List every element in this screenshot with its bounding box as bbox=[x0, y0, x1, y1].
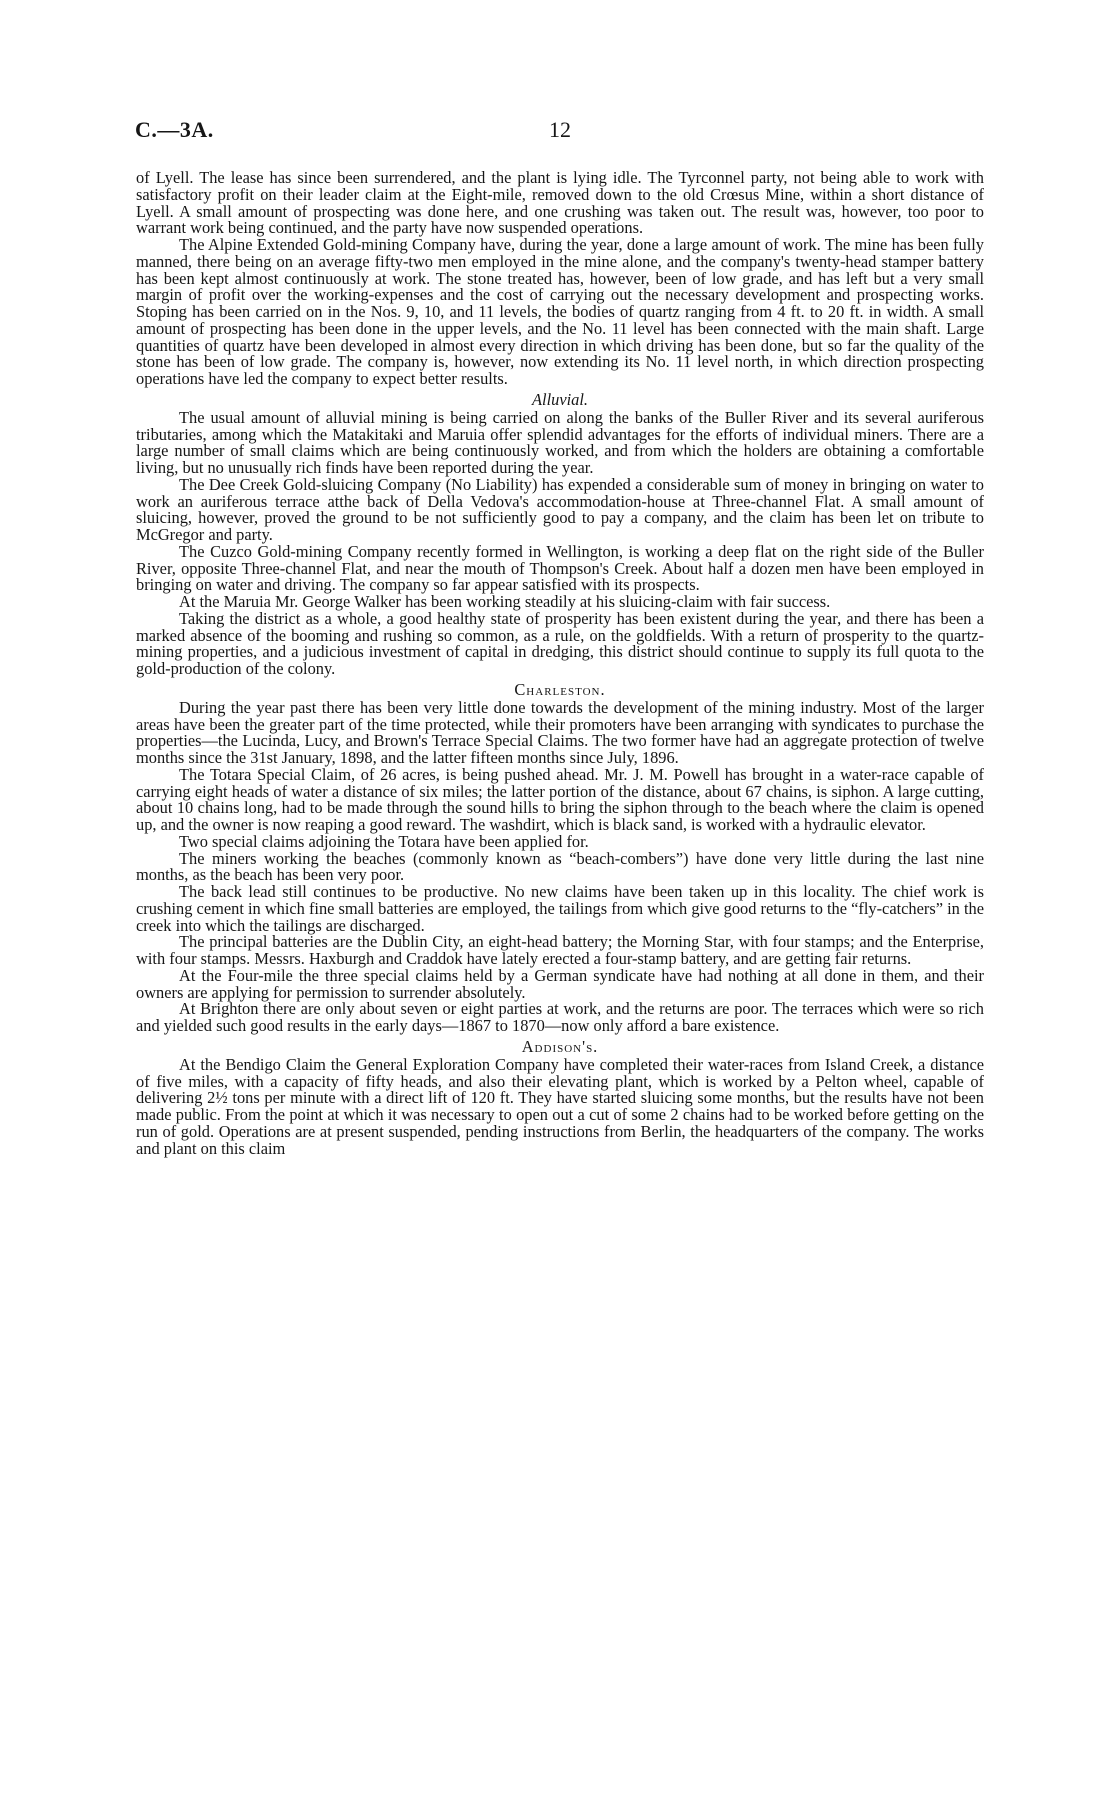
page-number: 12 bbox=[549, 117, 571, 142]
section-heading: Charleston. bbox=[514, 679, 606, 699]
body-paragraph: The Alpine Extended Gold-mining Company have, during the year, done a large amount of work. The mine has been fully manned, there being on an average fifty-two men employed in the mine alone, and the company's twenty-head stamper battery has been kept almost continuously at work. The stone treated has, however, been of low grade, and has left but a very small margin of profit over the working-expenses and the cost of carrying out the necessary development and prospecting works. Stoping has been carried on in the Nos. 9, 10, and 11 levels, the bodies of quartz ranging from 4 ft. to 20 ft. in width. A small amount of prospecting has been done in the upper levels, and the No. 11 level has been connected with the main shaft. Large quantities of quartz have been developed in almost every direction in which driving has been done, but so far the quality of the stone has been of low grade. The company is, however, now extending its No. 11 level north, in which direction prospecting operations have led the company to expect better results. bbox=[136, 235, 984, 388]
body-paragraph: The back lead still continues to be productive. No new claims have been taken up in this locality. The chief work is crushing cement in which fine small batteries are employed, the tailings from which give good returns to the “fly-catchers” in the creek into which the tailings are discharged. bbox=[136, 882, 984, 935]
body-paragraph: At the Maruia Mr. George Walker has been working steadily at his sluicing-claim with fair success. bbox=[179, 592, 831, 611]
body-paragraph: The principal batteries are the Dublin City, an eight-head battery; the Morning Star, with four stamps; and the Enterprise, with four stamps. Messrs. Haxburgh and Craddok have lately erected a four-stamp battery, and are getting fair returns. bbox=[136, 932, 984, 968]
document-body bbox=[136, 170, 984, 1157]
body-paragraph: The usual amount of alluvial mining is being carried on along the banks of the Buller River and its several auriferous tributaries, among which the Matakitaki and Maruia offer splendid advantages for the efforts of individual miners. There are a large number of small claims which are being continuously worked, and from which the holders are obtaining a comfortable living, but no unusually rich finds have been reported during the year. bbox=[136, 407, 984, 477]
body-paragraph: The Dee Creek Gold-sluicing Company (No Liability) has expended a considerable sum of money in bringing on water to work an auriferous terrace atthe back of Della Vedova's accommodation-house at Three-channel Flat. A small amount of sluicing, however, proved the ground to be not sufficiently good to pay a company, and the claim has been let on tribute to McGregor and party. bbox=[136, 474, 984, 544]
body-paragraph: The Totara Special Claim, of 26 acres, is being pushed ahead. Mr. J. M. Powell has brought in a water-race capable of carrying eight heads of water a distance of six miles; the latter portion of the distance, about 67 chains, is siphon. A large cutting, about 10 chains long, had to be made through the sound hills to bring the siphon through to the beach where the claim is opened up, and the owner is now reaping a good reward. The washdirt, which is black sand, is worked with a hydraulic elevator. bbox=[136, 764, 984, 834]
section-heading: Alluvial. bbox=[532, 389, 588, 409]
body-paragraph: Taking the district as a whole, a good healthy state of prosperity has been existent during the year, and there has been a marked absence of the booming and rushing so common, as a rule, on the goldfields. With a return of prosperity to the quartz-mining properties, and a judicious investment of capital in dredging, this district should continue to supply its full quota to the gold-production of the colony. bbox=[136, 608, 984, 678]
body-paragraph: of Lyell. The lease has since been surrendered, and the plant is lying idle. The Tyrconnel party, not being able to work with satisfactory profit on their leader claim at the Eight-mile, removed down to the old Crœsus Mine, within a short distance of Lyell. A small amount of prospecting was done here, and one crushing was taken out. The result was, however, too poor to warrant work being continued, and the party have now suspended operations. bbox=[136, 168, 984, 238]
section-heading: Addison's. bbox=[521, 1036, 599, 1056]
body-paragraph: Two special claims adjoining the Totara have been applied for. bbox=[179, 831, 589, 851]
body-paragraph: During the year past there has been very little done towards the development of the mining industry. Most of the larger areas have been the greater part of the time protected, while their promoters have been arranging with syndicates to purchase the properties—the Lucinda, Lucy, and Brown's Terrace Special Claims. The two former have had an aggregate protection of twelve months since the 31st January, 1898, and the latter fifteen months since July, 1896. bbox=[136, 697, 984, 767]
body-paragraph: At the Four-mile the three special claims held by a German syndicate have had nothing at all done in them, and their owners are applying for permission to surrender absolutely. bbox=[136, 965, 984, 1002]
page-header bbox=[135, 117, 985, 147]
body-paragraph: At the Bendigo Claim the General Exploration Company have completed their water-races from Island Creek, a distance of five miles, with a capacity of fifty heads, and also their elevating plant, which is worked by a Pelton wheel, capable of delivering 2½ tons per minute with a direct lift of 120 ft. They have started sluicing some months, but the results have not been made public. From the point at which it was necessary to open out a cut of some 2 chains had to be worked before getting on the run of gold. Operations are at present suspended, pending instructions from Berlin, the headquarters of the company. The works and plant on this claim bbox=[136, 1054, 984, 1158]
document-code: C.—3A. bbox=[135, 117, 214, 142]
body-paragraph: At Brighton there are only about seven or eight parties at work, and the returns are poor. The terraces which were so rich and yielded such good results in the early days—1867 to 1870—now only afford a bare existence. bbox=[136, 999, 984, 1035]
body-paragraph: The Cuzco Gold-mining Company recently formed in Wellington, is working a deep flat on the right side of the Buller River, opposite Three-channel Flat, and near the mouth of Thompson's Creek. About half a dozen men have been employed in bringing on water and driving. The company so far appear satisfied with its prospects. bbox=[136, 541, 984, 595]
body-paragraph: The miners working the beaches (commonly known as “beach-combers”) have done very little during the last nine months, as the beach has been very poor. bbox=[136, 848, 984, 885]
